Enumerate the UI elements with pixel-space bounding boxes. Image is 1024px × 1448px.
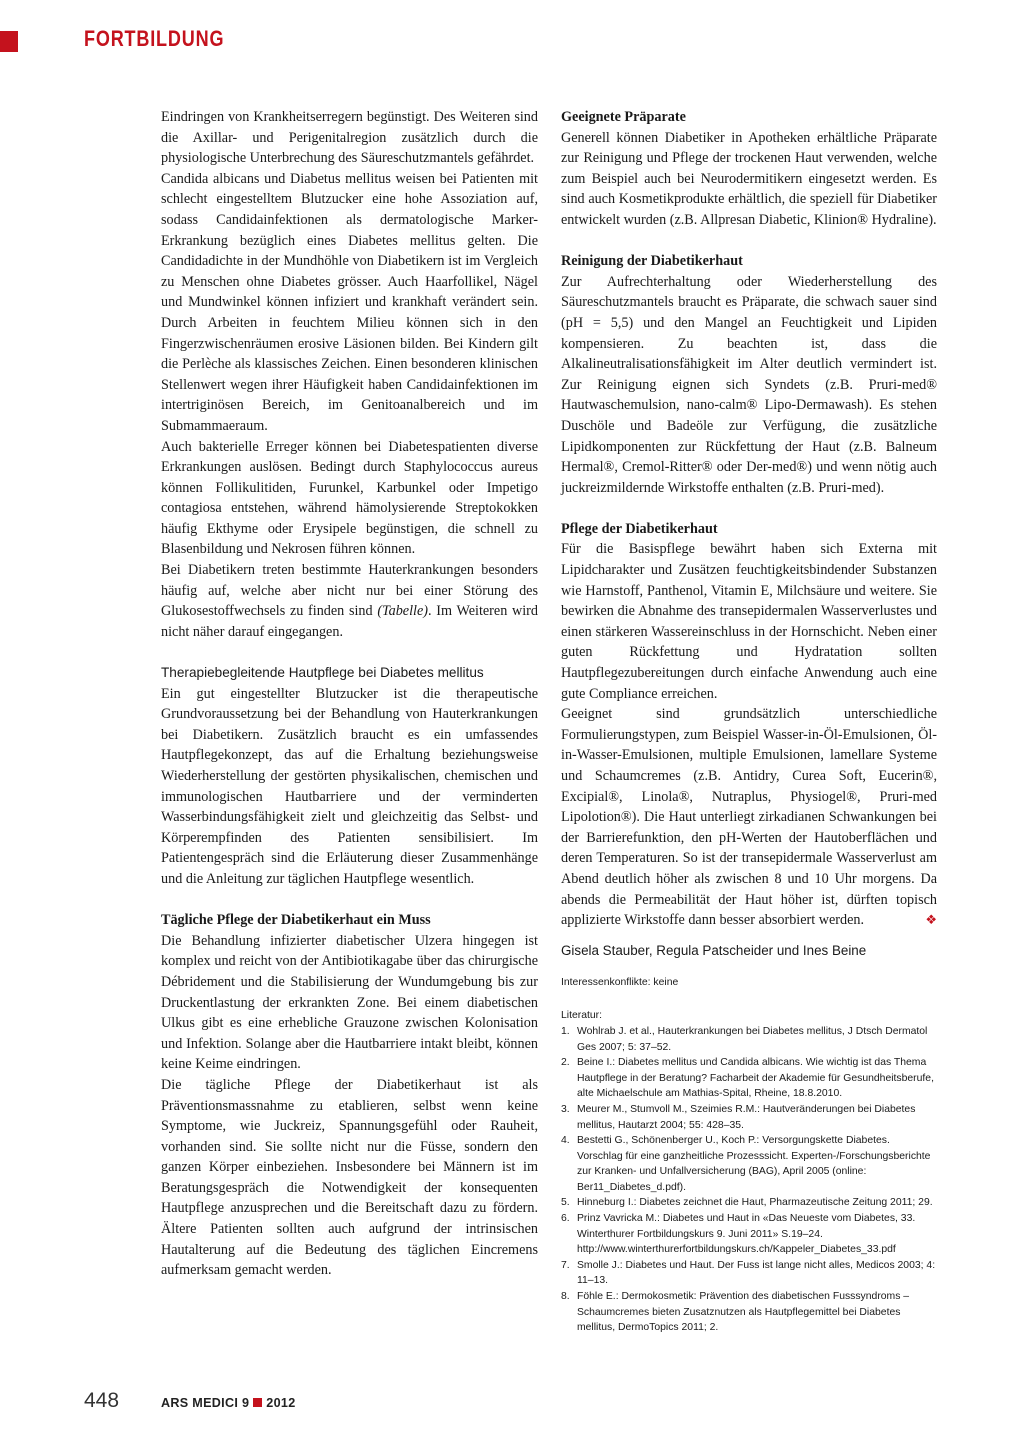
reference-text: Beine I.: Diabetes mellitus und Candida albicans. Wie wichtig ist das Thema Hautpflege in der Beratung? Facharbeit der Akademie für Gesundheitsberufe, alte Michaelschule am Mathias-Spital, Rheine, 18.8.2010. — [577, 1057, 934, 1100]
reference-item — [561, 1289, 937, 1336]
paragraph-text: . Im Weiteren wird nicht näher darauf eingegangen. — [161, 603, 538, 640]
body-paragraph — [161, 560, 538, 642]
paragraph-text: Eindringen von Krankheitserregern begünstigt. Des Weiteren sind die Axillar- und Perigenitalregion zusätzlich durch die physiologische Unterbrechung des Säureschutzmantels gefährdet. — [161, 109, 538, 167]
paragraph-text: Generell können Diabetiker in Apotheken erhältliche Präparate zur Reinigung und Pflege der trockenen Haut verwenden, welche zum Beispiel auch bei Neurodermitikern eingesetzt werden. Es sind auch Kosmetikprodukte erhältlich, die speziell für Diabetiker entwickelt wurden (z.B. Allpresan Diabetic, Klinion® Hydraline). — [561, 129, 937, 228]
reference-text: Smolle J.: Diabetes und Haut. Der Fuss ist lange nicht alles, Medicos 2003; 4: 11–13. — [577, 1259, 936, 1287]
reference-text: Föhle E.: Dermokosmetik: Prävention des diabetischen Fusssyndroms – Schaumcremes bieten Zusatznutzen als Hautpflegemittel bei Diabetes mellitus, DermoTopics 2011; 2. — [577, 1291, 910, 1334]
reference-text: Meurer M., Stumvoll M., Szeimies R.M.: Hautveränderungen bei Diabetes mellitus, Hautarzt 2004; 55: 428–35. — [577, 1103, 916, 1131]
reference-item — [561, 1024, 937, 1055]
reference-number: 1. — [561, 1025, 570, 1037]
reference-text: Hinneburg I.: Diabetes zeichnet die Haut, Pharmazeutische Zeitung 2011; 29. — [577, 1197, 933, 1209]
body-paragraph — [161, 437, 538, 561]
journal-name — [161, 1396, 296, 1410]
table-reference: (Tabelle) — [377, 603, 429, 620]
paragraph-gap — [561, 498, 937, 519]
reference-list — [561, 1024, 937, 1336]
subsection-heading: Geeignete Präparate — [561, 109, 686, 125]
reference-item — [561, 1258, 937, 1289]
reference-text: Wohlrab J. et al., Hauterkrankungen bei Diabetes mellitus, J Dtsch Dermatol Ges 2007; 5: 37–52. — [577, 1025, 928, 1053]
paragraph-text: Zur Aufrechterhaltung oder Wiederherstellung des Säureschutzmantels braucht es Präparate, die schwach sauer sind (pH = 5,5) und den Mangel an Feuchtigkeit und Lipiden kompensieren. Zu beachten ist, dass die Alkalineutralisationsfähigkeit im Alter deutlich vermindert ist. Zur Reinigung eignen sich Syndets (z.B. Pruri-med® Hautwaschemulsion, nano-calm® Lipo-Dermawash). Es stehen Duschöle und Badeöle zur Verfügung, die zusätzliche Lipidkomponenten zur Rückfettung der Haut (z.B. Balneum Hermal®, Cremol-Ritter® oder Der-med®) und wenn nötig auch juckreizmildernde Wirkstoffe enthalten (z.B. Pruri-med). — [561, 273, 937, 496]
right-column-body — [561, 107, 937, 931]
journal-title: ARS MEDICI 9 — [161, 1396, 250, 1410]
reference-item — [561, 1195, 937, 1211]
subsection-heading: Reinigung der Diabetikerhaut — [561, 253, 743, 270]
reference-number: 2. — [561, 1057, 570, 1069]
reference-number: 4. — [561, 1135, 570, 1147]
reference-number: 6. — [561, 1213, 570, 1225]
reference-item — [561, 1211, 937, 1258]
paragraph-text: Bei Diabetikern treten bestimmte Hauterkrankungen besonders häufig auf, welche aber nicht nur bei einer Störung des Glukosestoffwechsels zu finden sind — [161, 562, 538, 620]
body-paragraph — [161, 1075, 538, 1281]
reference-number: 3. — [561, 1103, 570, 1115]
paragraph-text: Auch bakterielle Erreger können bei Diabetespatienten diverse Erkrankungen auslösen. Bedingt durch Staphylococcus aureus können Follikulitiden, Furunkel, Karbunkel oder Impetigo contagiosa entstehen, während hämolysierende Streptokokken häufig Ekthyme oder Erysipele begünstigen, die schnell zu Blasenbildung und Nekrosen führen können. — [161, 438, 538, 558]
paragraph-text: Die tägliche Pflege der Diabetikerhaut ist als Präventionsmassnahme zu etablieren, selbst wenn keine Symptome, wie Juckreiz, Spannungsgefühl oder Rauheit, vorhanden sind. Sie sollte nicht nur die Füsse, sondern den ganzen Körper einbeziehen. Insbesondere bei Männern ist im Beratungsgespräch die Notwendigkeit der konsequenten Hautpflege anzusprechen und die Bereitschaft dazu zu fördern. Ältere Patienten sollten auch aufgrund der intrinsischen Hautalterung auf die Bedeutung des täglichen Eincremens aufmerksam gemacht werden. — [161, 1076, 538, 1279]
paragraph-text: Geeignet sind grundsätzlich unterschiedliche Formulierungstypen, zum Beispiel Wasser-in-Öl-Emulsionen, Öl-in-Wasser-Emulsionen, multiple Emulsionen, lamellare Systeme und Schaumcremes (z.B. Antidry, Curea Soft, Eucerin®, Excipial®, Linola®, Nutraplus, Physiogel®, Pruri-med Lipolotion®). Die Haut unterliegt zirkadianen Schwankungen bei der Barrierefunktion, den pH-Werten der Hautoberflächen und deren Temperaturen. So ist der transepidermale Wasserverlust am Abend deutlich höher als zwischen 8 und 10 Uhr morgens. Da abends die Permeabilität der Haut höher ist, dürften topisch applizierte Wirkstoffe dann besser absorbiert werden. — [561, 706, 937, 929]
reference-text: Prinz Vavricka M.: Diabetes und Haut in «Das Neueste vom Diabetes, 33. Winterthurer Fortbildungskurs 9. Juni 2011» S.19–24. http://www.winterthurerfortbildungskurs.ch/Kappeler_Diabetes_33.pdf — [577, 1213, 916, 1256]
body-paragraph — [561, 272, 937, 499]
journal-separator-square — [253, 1398, 262, 1407]
paragraph-gap — [561, 231, 937, 252]
section-title: FORTBILDUNG — [84, 26, 225, 51]
paragraph-gap — [161, 890, 538, 911]
reference-number: 8. — [561, 1291, 570, 1303]
page-footer — [84, 1389, 296, 1413]
paragraph-text: Für die Basispflege bewährt haben sich Externa mit Lipidcharakter und Zusätzen feuchtigkeitsbindender Substanzen wie Harnstoff, Panthenol, Vitamin E, Milchsäure und weitere. Sie bewirken die Abnahme des transepidermalen Wasserverlustes und einen stärkeren Wassereinschluss in der Hornschicht. Neben einer guten Rückfettung und Hydratation sollten Hautpflegezubereitungen durch einfache Anwendung auch eine gute Compliance erreichen. — [561, 541, 937, 702]
journal-year: 2012 — [266, 1396, 296, 1410]
reference-number: 7. — [561, 1259, 570, 1271]
literature-heading: Literatur: — [561, 1010, 603, 1022]
reference-item — [561, 1102, 937, 1133]
reference-item — [561, 1133, 937, 1195]
page-number: 448 — [84, 1389, 120, 1412]
body-paragraph — [561, 704, 937, 931]
reference-item — [561, 1055, 937, 1102]
subsection-heading: Pflege der Diabetikerhaut — [561, 520, 718, 537]
paragraph-text: Die Behandlung infizierter diabetischer Ulzera hingegen ist komplex und reicht von der Antibiotikagabe über das chirurgische Débridement und die Stabilisierung der Wundumgebung bis zur Druckentlastung der erkrankten Zone. Bei einem diabetischen Ulkus gibt es eine erhebliche Grauzone zwischen Kolonisation und Infektion. Solange aber die Hautbarriere intakt bleibt, können keine Keime eindringen. — [161, 932, 538, 1073]
right-column — [561, 107, 937, 1336]
paragraph-text: Ein gut eingestellter Blutzucker ist die therapeutische Grundvoraussetzung bei der Behandlung von Hauterkrankungen bei Diabetikern. Zusätzlich braucht es ein umfassendes Hautpflegekonzept, das auf die Erhaltung beziehungsweise Wiederherstellung der gestörten physikalischen, chemischen und immunologischen Hautbarriere und der verminderten Wasserbindungsfähigkeit zielt und gleichzeitig das Selbst- und Körperempfinden des Patienten sensibilisiert. Im Patientengespräch sind die Erläuterung dieser Zusammenhänge und die Anleitung zur täglichen Hautpflege wesentlich. — [161, 685, 538, 887]
body-paragraph — [161, 107, 538, 169]
authors: Gisela Stauber, Regula Patscheider und Ines Beine — [561, 942, 867, 958]
end-of-article-mark: ❖ — [925, 912, 937, 928]
body-paragraph — [161, 169, 538, 437]
paragraph-text: Candida albicans und Diabetus mellitus weisen bei Patienten mit schlecht eingestelltem Blutzucker eine hohe Assoziation auf, sodass Candidainfektionen als dermatologische Marker-Erkrankung bezüglich eines Diabetes mellitus gelten. Die Candidadichte in der Mundhöhle von Diabetikern ist im Vergleich zu Menschen ohne Diabetes grösser. Auch Haarfollikel, Nägel und Mundwinkel können infiziert und krankhaft verändert sein. Durch Arbeiten in feuchtem Milieu können sich in den Fingerzwischenräumen erosive Läsionen bilden. Bei Kindern gilt die Perlèche als klassisches Zeichen. Einen besonderen klinischen Stellenwert wegen ihrer Häufigkeit haben Candidainfektionen im intertriginösen Bereich, im Genitoanalbereich und im Submammaeraum. — [161, 170, 538, 434]
reference-text: Bestetti G., Schönenberger U., Koch P.: Versorgungskette Diabetes. Vorschlag für eine ganzheitliche Prozesssicht. Experten-/Forschungsberichte zur Kranken- und Unfallversicherung (BAG), April 2005 (online: Ber11_Diabetes_d.pdf). — [577, 1135, 931, 1193]
subsection-heading: Tägliche Pflege der Diabetikerhaut ein Muss — [161, 912, 431, 929]
body-paragraph — [161, 684, 538, 890]
body-paragraph — [561, 128, 937, 231]
left-column — [161, 107, 538, 1281]
body-paragraph — [561, 539, 937, 704]
body-paragraph — [161, 931, 538, 1075]
reference-number: 5. — [561, 1197, 570, 1209]
section-heading: Therapiebegleitende Hautpflege bei Diabetes mellitus — [161, 665, 484, 681]
section-marker — [0, 31, 18, 52]
conflict-of-interest: Interessenkonflikte: keine — [561, 976, 679, 988]
paragraph-gap — [161, 642, 538, 663]
